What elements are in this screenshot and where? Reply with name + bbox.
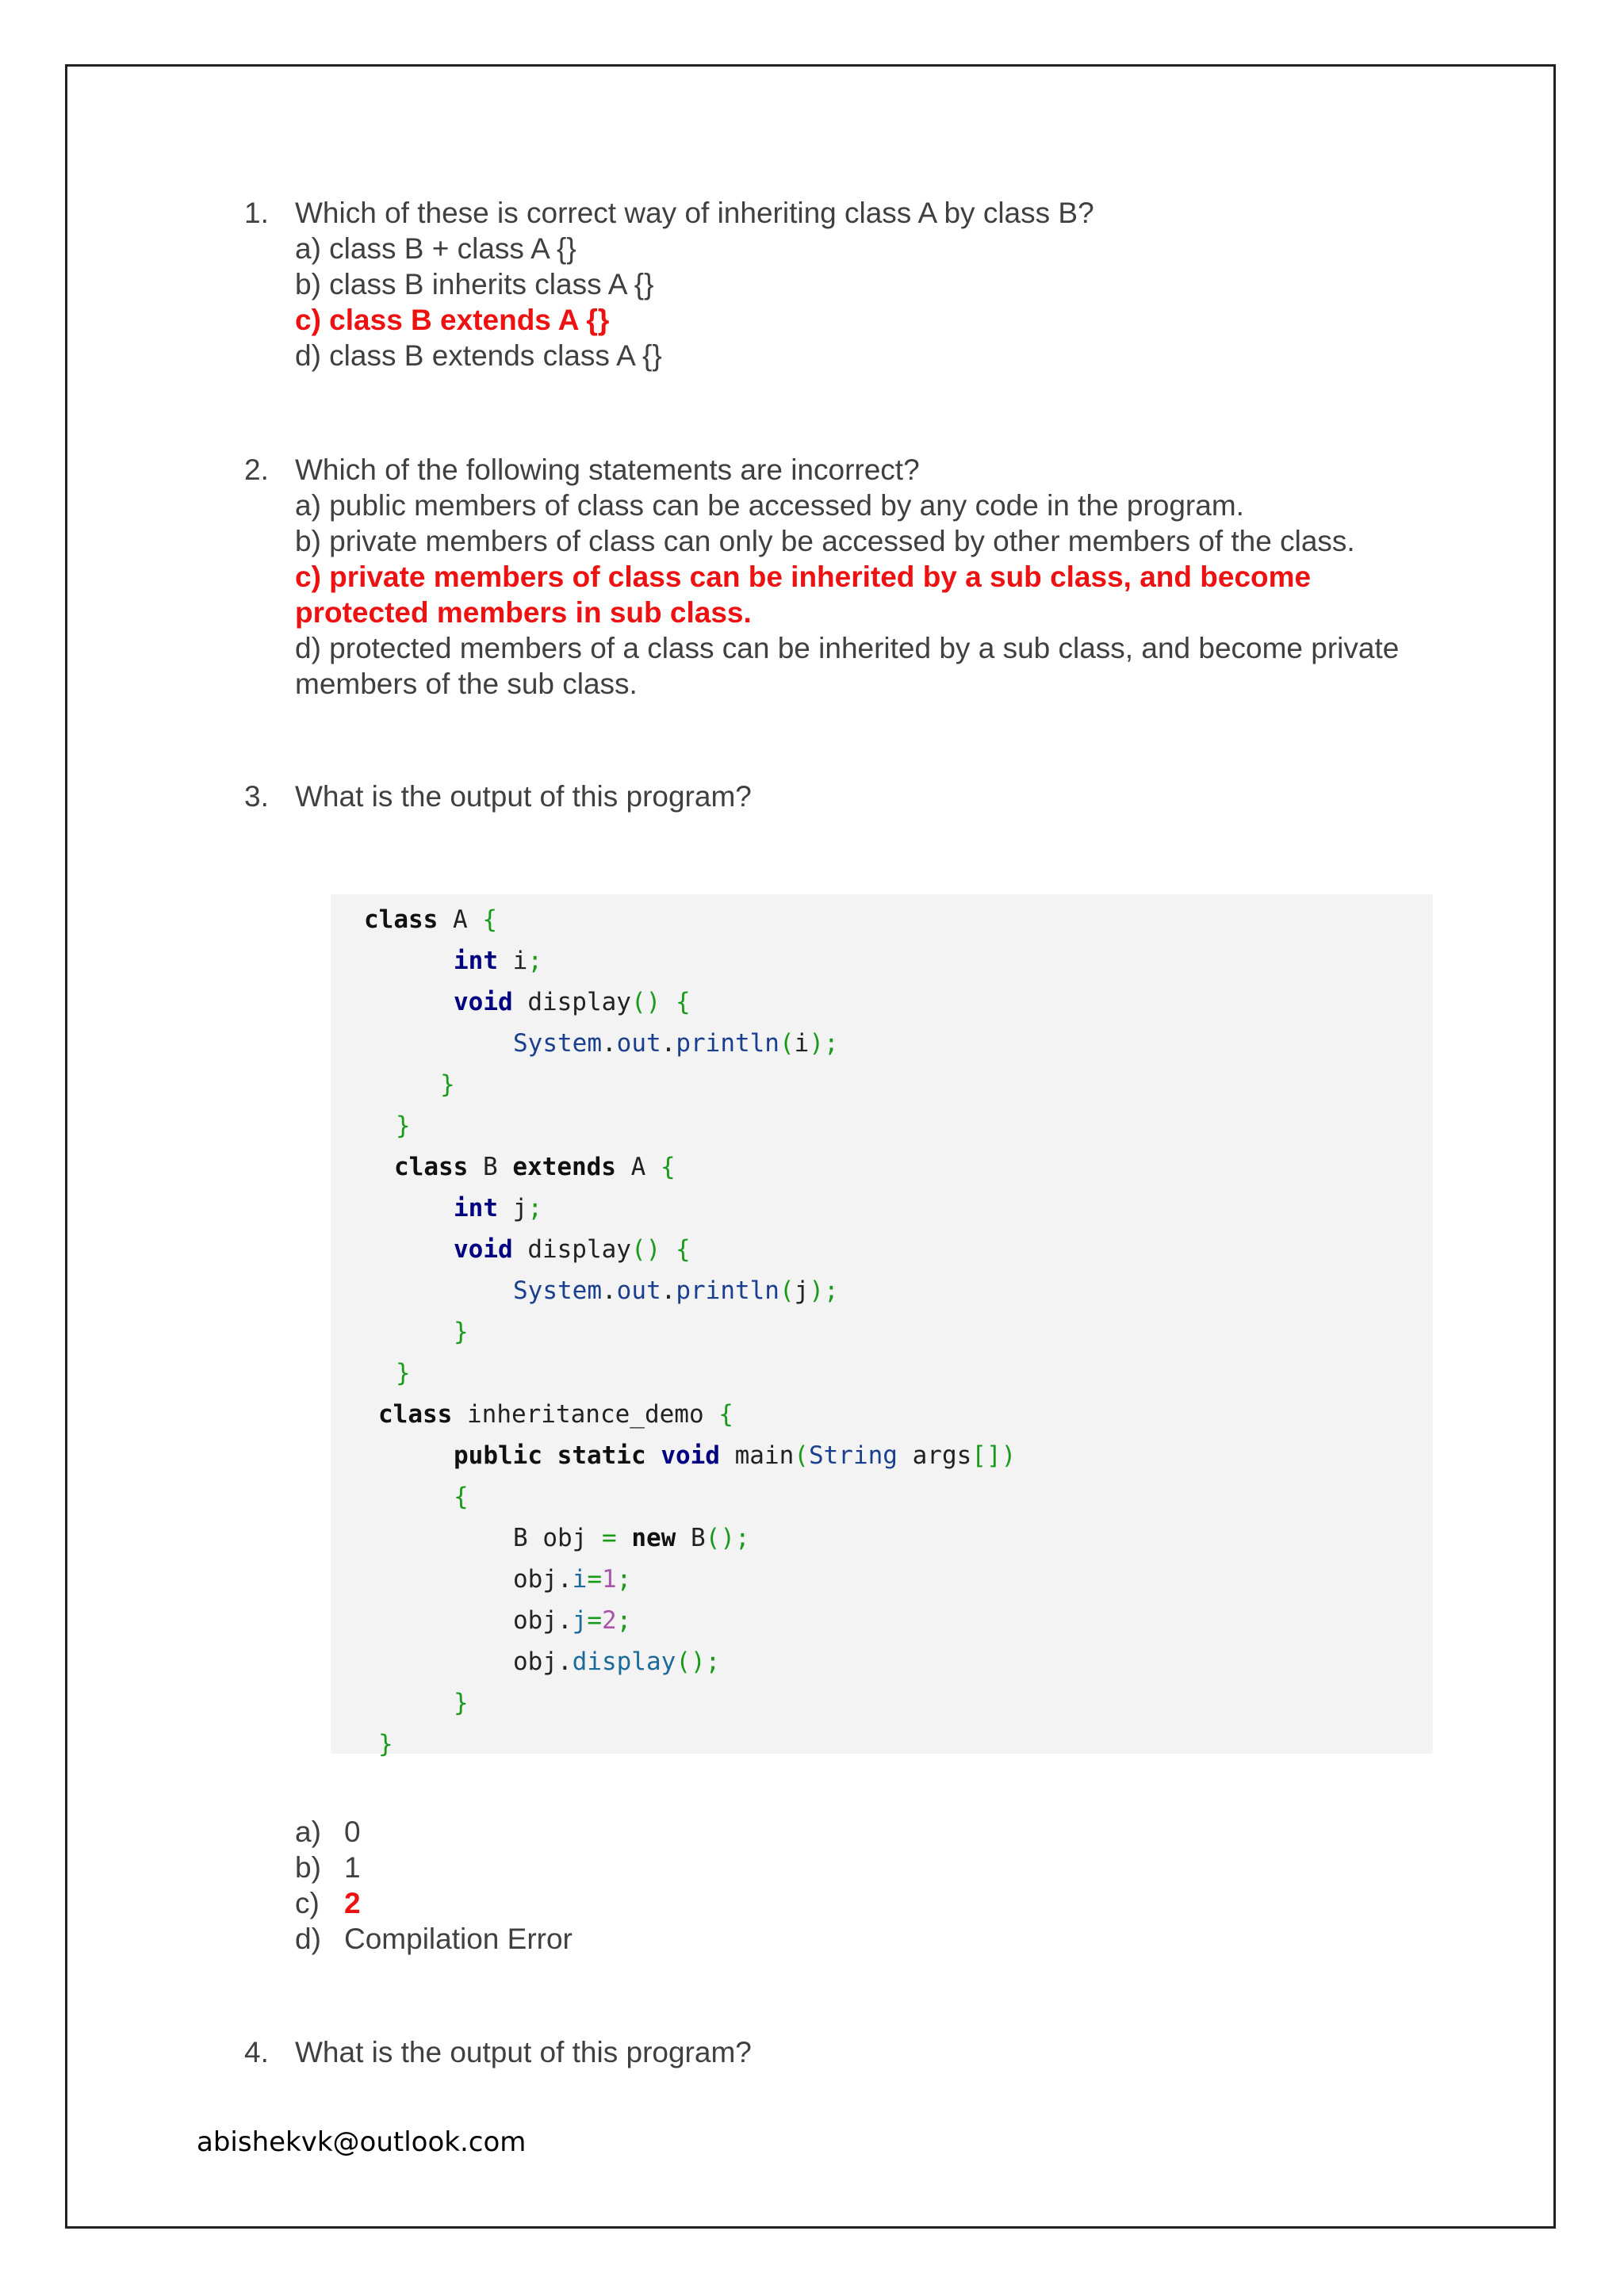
- code-line: int j;: [454, 1194, 542, 1223]
- code-line: B obj = new B();: [513, 1524, 750, 1552]
- option-d: d) protected members of a class can be inherited by a sub class, and become private members of the sub class.: [295, 632, 1400, 700]
- option-label: c): [295, 1887, 320, 1919]
- code-line: System.out.println(j);: [513, 1276, 839, 1305]
- code-line: {: [454, 1483, 469, 1511]
- option-label: d): [295, 1923, 321, 1955]
- option-c-correct: c) private members of class can be inherited by a sub class, and become protected members in sub class.: [295, 561, 1312, 629]
- code-line: }: [378, 1730, 393, 1758]
- option-d: d) class B extends class A {}: [295, 339, 662, 372]
- code-line: }: [454, 1689, 469, 1717]
- code-line: obj.i=1;: [513, 1565, 632, 1594]
- code-line: }: [396, 1112, 411, 1140]
- code-line: class B extends A {: [394, 1153, 676, 1181]
- option-a: a) class B + class A {}: [295, 232, 576, 265]
- option-text: 1: [344, 1851, 361, 1884]
- code-line: }: [396, 1359, 411, 1387]
- question-text: Which of the following statements are incorrect?: [295, 453, 920, 486]
- question-number: 3.: [244, 780, 269, 813]
- option-b: b) class B inherits class A {}: [295, 268, 654, 300]
- code-line: }: [440, 1070, 455, 1099]
- option-c-correct: c) class B extends A {}: [295, 304, 610, 336]
- option-text: 2: [344, 1887, 361, 1919]
- code-block: [331, 894, 1433, 1758]
- question-text: What is the output of this program?: [295, 780, 752, 813]
- question-text: What is the output of this program?: [295, 2036, 752, 2068]
- option-text: 0: [344, 1816, 361, 1848]
- code-line: }: [454, 1318, 469, 1346]
- question-text: Which of these is correct way of inheriting class A by class B?: [295, 197, 1094, 229]
- option-a: a) public members of class can be accessed by any code in the program.: [295, 489, 1244, 522]
- option-b: b) private members of class can only be accessed by other members of the class.: [295, 525, 1355, 557]
- code-line: void display() {: [454, 1235, 691, 1264]
- option-label: a): [295, 1816, 321, 1848]
- code-line: obj.j=2;: [513, 1606, 632, 1635]
- footer-email: abishekvk@outlook.com: [197, 2126, 527, 2158]
- question-number: 2.: [244, 453, 269, 486]
- question-number: 4.: [244, 2036, 269, 2068]
- code-line: class A {: [364, 905, 497, 934]
- code-line: void display() {: [454, 988, 691, 1016]
- code-line: System.out.println(i);: [513, 1029, 839, 1058]
- option-label: b): [295, 1851, 321, 1884]
- code-line: public static void main(String args[]): [454, 1441, 1017, 1470]
- code-line: obj.display();: [513, 1647, 721, 1676]
- question-number: 1.: [244, 197, 269, 229]
- option-text: Compilation Error: [344, 1923, 573, 1955]
- code-line: int i;: [454, 947, 542, 975]
- code-line: class inheritance_demo {: [378, 1400, 733, 1429]
